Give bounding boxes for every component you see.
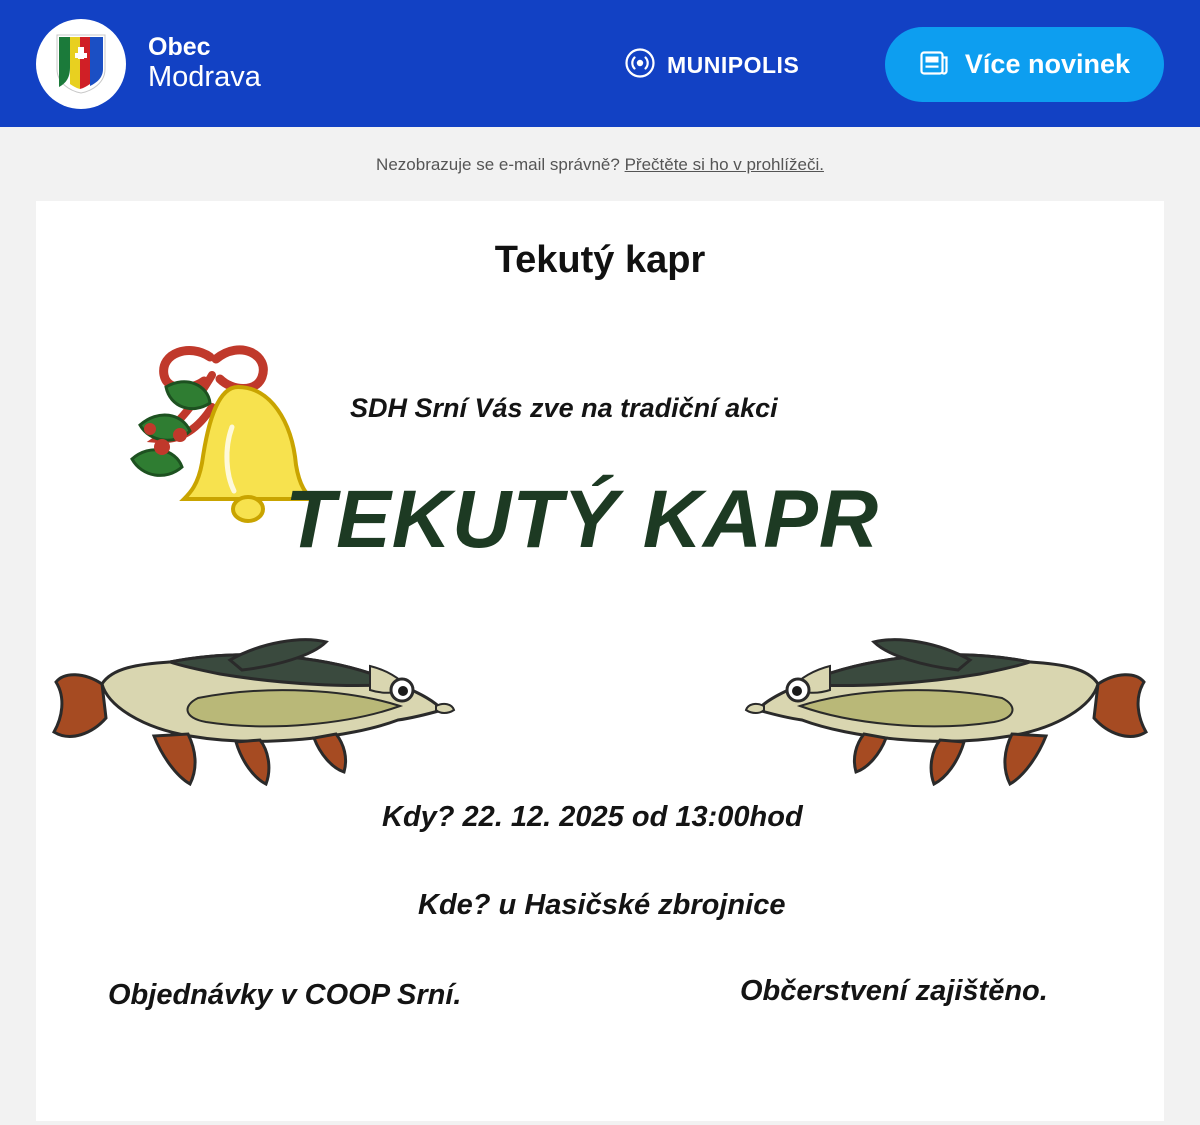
brand-logo <box>625 48 799 83</box>
newspaper-icon <box>919 48 949 81</box>
carp-fish-left-image <box>50 602 460 892</box>
news-card <box>36 201 1164 1121</box>
poster-refreshments-text: Občerstvení zajištěno. <box>740 975 1048 1007</box>
poster-image[interactable] <box>60 287 1140 1105</box>
view-in-browser-link[interactable]: Přečtěte si ho v prohlížeči. <box>624 155 824 174</box>
poster-heading: SDH Srní Vás zve na tradiční akci <box>350 393 778 423</box>
more-news-label: Více novinek <box>964 49 1130 79</box>
notice-text: Nezobrazuje se e-mail správně? <box>376 155 620 174</box>
poster-orders-text: Objednávky v COOP Srní. <box>108 979 462 1011</box>
brand-label: MUNIPOLIS <box>667 52 800 78</box>
poster-where-text: Kde? u Hasičské zbrojnice <box>418 889 786 921</box>
municipality-name-block <box>148 33 261 93</box>
munipolis-signal-icon <box>625 48 655 83</box>
poster-when-text: Kdy? 22. 12. 2025 od 13:00hod <box>382 801 803 833</box>
more-news-button[interactable] <box>885 27 1164 102</box>
municipality-crest-icon <box>55 33 107 95</box>
page-title: Tekutý kapr <box>494 239 706 281</box>
poster-main-title: TEKUTÝ KAPR <box>285 474 880 565</box>
browser-view-notice <box>0 127 1200 201</box>
email-header <box>0 0 1200 127</box>
avatar <box>36 19 126 109</box>
carp-fish-right-image <box>740 602 1150 892</box>
municipality-name: Modrava <box>148 61 261 94</box>
municipality-prefix: Obec <box>148 33 211 62</box>
